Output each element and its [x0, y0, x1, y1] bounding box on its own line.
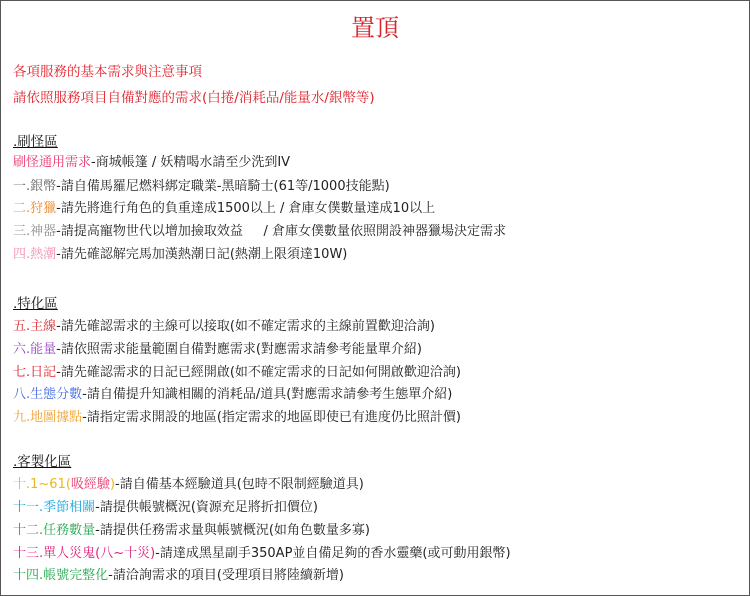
item-text: -請先將進行角色的負重達成1500以上 / 倉庫女僕數量達成10以上	[56, 201, 436, 216]
item-label: 六.能量	[13, 342, 57, 357]
page-title: 置頂	[351, 14, 399, 42]
item-text: -商城帳篷 / 妖精喝水請至少洗到IV	[91, 155, 291, 170]
item-text: -請指定需求開設的地區(指定需求的地區即使已有進度仍比照計價)	[82, 410, 461, 425]
item-text: -請提供任務需求量與帳號概況(如角色數量多寡)	[95, 523, 370, 538]
section-heading-special: .特化區	[13, 296, 58, 312]
item-label-highlight: 吸經驗	[70, 477, 110, 492]
item-label: 四.熱潮	[13, 247, 57, 262]
list-item	[13, 155, 290, 171]
item-label: 八.生態分數	[13, 387, 83, 402]
intro-line-1: 各項服務的基本需求與注意事項	[13, 64, 202, 80]
list-item	[13, 568, 344, 584]
item-text: -請達成黑星副手350AP並自備足夠的香水靈藥(或可動用銀幣)	[155, 546, 511, 561]
item-text: -請提供帳號概況(資源充足將折扣價位)	[95, 500, 318, 515]
section-heading-custom: .客製化區	[13, 454, 72, 470]
list-item	[13, 410, 461, 426]
item-label: 七.日記	[13, 365, 57, 380]
item-text: -請自備提升知識相關的消耗品/道具(對應需求請參考生態單介紹)	[82, 387, 453, 402]
item-text: -請先確認解完馬加漢熱潮日記(熱潮上限須達10W)	[56, 247, 348, 262]
list-item	[13, 201, 435, 217]
list-item	[13, 365, 461, 381]
list-item	[13, 477, 364, 493]
item-label: 三.神器	[13, 224, 57, 239]
item-label: 十四.帳號完整化	[13, 568, 109, 583]
item-label: )	[109, 477, 116, 492]
list-item	[13, 342, 422, 358]
item-label: 十一.季節相關	[13, 500, 96, 515]
section-heading-farming: .刷怪區	[13, 134, 58, 150]
list-item	[13, 546, 511, 562]
item-label: 十二.任務數量	[13, 523, 96, 538]
item-label: 十三.單人災鬼(八~十災)	[13, 546, 156, 561]
item-text: -請自備馬羅尼燃料綁定職業-黑暗騎士(61等/1000技能點)	[56, 179, 390, 194]
list-item	[13, 179, 390, 195]
item-text: -請依照需求能量範圍自備對應需求(對應需求請參考能量單介紹)	[56, 342, 422, 357]
list-item	[13, 387, 452, 403]
list-item	[13, 500, 318, 516]
item-text: -請先確認需求的日記已經開啟(如不確定需求的日記如何開啟歡迎洽詢)	[56, 365, 461, 380]
item-label: 刷怪通用需求	[13, 155, 92, 170]
item-label: 十.1~61(	[13, 477, 71, 492]
list-item	[13, 319, 435, 335]
item-label: 五.主線	[13, 319, 57, 334]
item-label: 二.狩獵	[13, 201, 57, 216]
item-label: 九.地圖據點	[13, 410, 83, 425]
item-text: -請自備基本經驗道具(包時不限制經驗道具)	[115, 477, 364, 492]
list-item	[13, 523, 370, 539]
item-text: -請提高寵物世代以增加撿取效益 / 倉庫女僕數量依照開設神器獵場決定需求	[56, 224, 507, 239]
item-label: 一.銀幣	[13, 179, 57, 194]
intro-line-2: 請依照服務項目自備對應的需求(白捲/消耗品/能量水/銀幣等)	[13, 90, 375, 106]
list-item	[13, 224, 506, 240]
item-text: -請洽詢需求的項目(受理項目將陸續新增)	[108, 568, 344, 583]
list-item	[13, 247, 347, 263]
item-text: -請先確認需求的主線可以接取(如不確定需求的主線前置歡迎洽詢)	[56, 319, 435, 334]
